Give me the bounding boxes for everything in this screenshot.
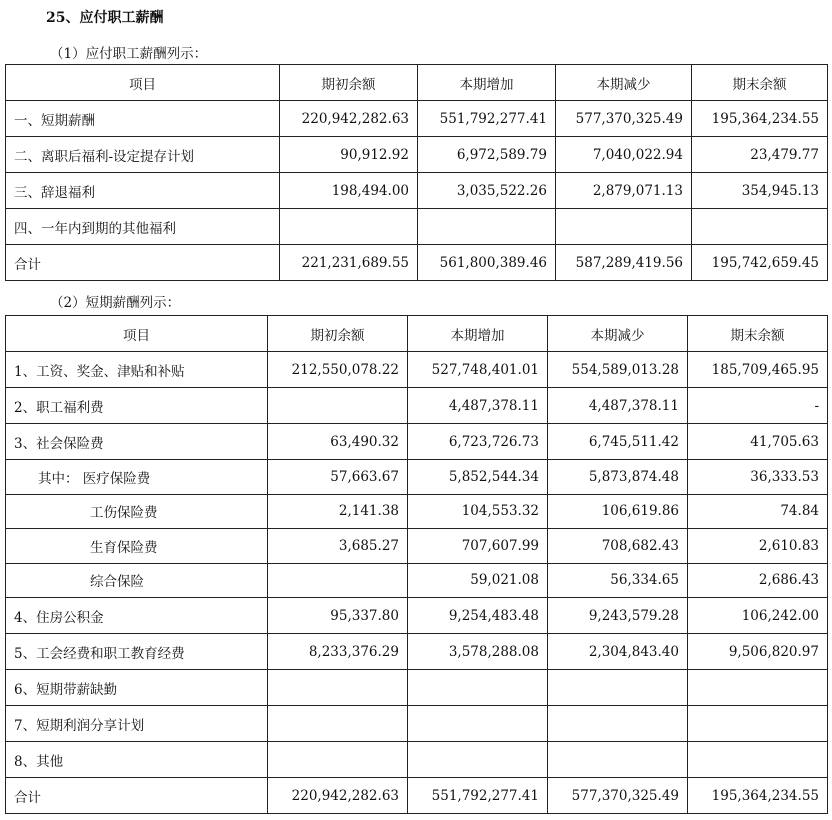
table-header-row bbox=[6, 316, 828, 352]
cell-value: 2,141.38 bbox=[268, 494, 408, 529]
row-label: 8、其他 bbox=[6, 742, 268, 778]
cell-value: 104,553.32 bbox=[408, 494, 548, 529]
cell-value: 6,723,726.73 bbox=[408, 424, 548, 460]
row-label: 二、离职后福利-设定提存计划 bbox=[6, 137, 280, 173]
row-label: 1、工资、奖金、津贴和补贴 bbox=[6, 352, 268, 388]
col-header-decrease: 本期减少 bbox=[548, 316, 688, 352]
cell-value: 220,942,282.63 bbox=[280, 101, 418, 137]
cell-value: 195,364,234.55 bbox=[692, 101, 828, 137]
row-label: 合计 bbox=[6, 778, 268, 814]
total-row bbox=[6, 778, 828, 814]
cell-value: 41,705.63 bbox=[688, 424, 828, 460]
cell-value bbox=[268, 563, 408, 598]
table-row bbox=[6, 634, 828, 670]
table-row bbox=[6, 352, 828, 388]
cell-value: 2,686.43 bbox=[688, 563, 828, 598]
cell-value: 3,035,522.26 bbox=[418, 173, 556, 209]
cell-value bbox=[548, 670, 688, 706]
table-row bbox=[6, 460, 828, 495]
row-label: 三、辞退福利 bbox=[6, 173, 280, 209]
row-label: 综合保险 bbox=[6, 563, 268, 598]
table-row bbox=[6, 563, 828, 598]
row-label: 7、短期利润分享计划 bbox=[6, 706, 268, 742]
cell-value: 220,942,282.63 bbox=[268, 778, 408, 814]
cell-value: 195,364,234.55 bbox=[688, 778, 828, 814]
cell-value: 74.84 bbox=[688, 494, 828, 529]
cell-value: - bbox=[688, 388, 828, 424]
cell-value: 2,879,071.13 bbox=[556, 173, 692, 209]
cell-value: 23,479.77 bbox=[692, 137, 828, 173]
cell-value: 527,748,401.01 bbox=[408, 352, 548, 388]
row-label: 生育保险费 bbox=[6, 529, 268, 564]
cell-value: 2,610.83 bbox=[688, 529, 828, 564]
cell-value: 221,231,689.55 bbox=[280, 245, 418, 281]
cell-value bbox=[688, 742, 828, 778]
table-row bbox=[6, 173, 828, 209]
col-header-increase: 本期增加 bbox=[418, 65, 556, 101]
row-label: 合计 bbox=[6, 245, 280, 281]
cell-value: 554,589,013.28 bbox=[548, 352, 688, 388]
table-row bbox=[6, 598, 828, 634]
table-row bbox=[6, 209, 828, 245]
cell-value: 198,494.00 bbox=[280, 173, 418, 209]
cell-value bbox=[268, 706, 408, 742]
col-header-item: 项目 bbox=[6, 316, 268, 352]
cell-value: 185,709,465.95 bbox=[688, 352, 828, 388]
cell-value: 106,242.00 bbox=[688, 598, 828, 634]
cell-value bbox=[408, 706, 548, 742]
cell-value: 195,742,659.45 bbox=[692, 245, 828, 281]
table2-title: （2）短期薪酬列示： bbox=[50, 295, 181, 311]
cell-value bbox=[548, 742, 688, 778]
table-row bbox=[6, 137, 828, 173]
col-header-opening: 期初余额 bbox=[280, 65, 418, 101]
cell-value: 106,619.86 bbox=[548, 494, 688, 529]
table-row bbox=[6, 706, 828, 742]
cell-value: 3,685.27 bbox=[268, 529, 408, 564]
table-row bbox=[6, 424, 828, 460]
short-term-pay-table bbox=[5, 315, 828, 814]
cell-value bbox=[692, 209, 828, 245]
cell-value: 63,490.32 bbox=[268, 424, 408, 460]
cell-value: 561,800,389.46 bbox=[418, 245, 556, 281]
cell-value bbox=[268, 388, 408, 424]
cell-value bbox=[418, 209, 556, 245]
row-label: 其中： 医疗保险费 bbox=[6, 460, 268, 495]
cell-value: 3,578,288.08 bbox=[408, 634, 548, 670]
cell-value: 551,792,277.41 bbox=[418, 101, 556, 137]
row-label: 4、住房公积金 bbox=[6, 598, 268, 634]
cell-value: 59,021.08 bbox=[408, 563, 548, 598]
cell-value bbox=[556, 209, 692, 245]
table-row bbox=[6, 388, 828, 424]
cell-value bbox=[280, 209, 418, 245]
cell-value: 587,289,419.56 bbox=[556, 245, 692, 281]
cell-value: 2,304,843.40 bbox=[548, 634, 688, 670]
cell-value: 56,334.65 bbox=[548, 563, 688, 598]
cell-value: 9,243,579.28 bbox=[548, 598, 688, 634]
cell-value: 8,233,376.29 bbox=[268, 634, 408, 670]
row-label: 2、职工福利费 bbox=[6, 388, 268, 424]
table-row bbox=[6, 670, 828, 706]
cell-value bbox=[688, 670, 828, 706]
cell-value: 7,040,022.94 bbox=[556, 137, 692, 173]
cell-value: 6,745,511.42 bbox=[548, 424, 688, 460]
table1-title: （1）应付职工薪酬列示： bbox=[50, 46, 208, 62]
cell-value: 95,337.80 bbox=[268, 598, 408, 634]
cell-value: 57,663.67 bbox=[268, 460, 408, 495]
row-label: 一、短期薪酬 bbox=[6, 101, 280, 137]
cell-value: 577,370,325.49 bbox=[556, 101, 692, 137]
table-row bbox=[6, 742, 828, 778]
cell-value: 354,945.13 bbox=[692, 173, 828, 209]
cell-value: 5,852,544.34 bbox=[408, 460, 548, 495]
cell-value: 5,873,874.48 bbox=[548, 460, 688, 495]
table-row bbox=[6, 529, 828, 564]
table-row bbox=[6, 101, 828, 137]
col-header-closing: 期末余额 bbox=[692, 65, 828, 101]
row-label: 工伤保险费 bbox=[6, 494, 268, 529]
total-row bbox=[6, 245, 828, 281]
cell-value bbox=[408, 670, 548, 706]
cell-value bbox=[548, 706, 688, 742]
cell-value bbox=[268, 742, 408, 778]
row-label: 四、一年内到期的其他福利 bbox=[6, 209, 280, 245]
cell-value: 9,254,483.48 bbox=[408, 598, 548, 634]
employee-payable-table bbox=[5, 64, 828, 281]
cell-value: 212,550,078.22 bbox=[268, 352, 408, 388]
cell-value: 708,682.43 bbox=[548, 529, 688, 564]
cell-value: 4,487,378.11 bbox=[548, 388, 688, 424]
section-heading: 25、应付职工薪酬 bbox=[46, 10, 164, 26]
col-header-item: 项目 bbox=[6, 65, 280, 101]
row-label: 6、短期带薪缺勤 bbox=[6, 670, 268, 706]
cell-value: 577,370,325.49 bbox=[548, 778, 688, 814]
cell-value: 6,972,589.79 bbox=[418, 137, 556, 173]
cell-value: 551,792,277.41 bbox=[408, 778, 548, 814]
table-header-row bbox=[6, 65, 828, 101]
col-header-closing: 期末余额 bbox=[688, 316, 828, 352]
col-header-decrease: 本期减少 bbox=[556, 65, 692, 101]
table-row bbox=[6, 494, 828, 529]
col-header-increase: 本期增加 bbox=[408, 316, 548, 352]
col-header-opening: 期初余额 bbox=[268, 316, 408, 352]
cell-value bbox=[408, 742, 548, 778]
cell-value bbox=[688, 706, 828, 742]
cell-value: 9,506,820.97 bbox=[688, 634, 828, 670]
cell-value: 4,487,378.11 bbox=[408, 388, 548, 424]
cell-value: 90,912.92 bbox=[280, 137, 418, 173]
row-label: 5、工会经费和职工教育经费 bbox=[6, 634, 268, 670]
row-label: 3、社会保险费 bbox=[6, 424, 268, 460]
cell-value bbox=[268, 670, 408, 706]
cell-value: 36,333.53 bbox=[688, 460, 828, 495]
cell-value: 707,607.99 bbox=[408, 529, 548, 564]
